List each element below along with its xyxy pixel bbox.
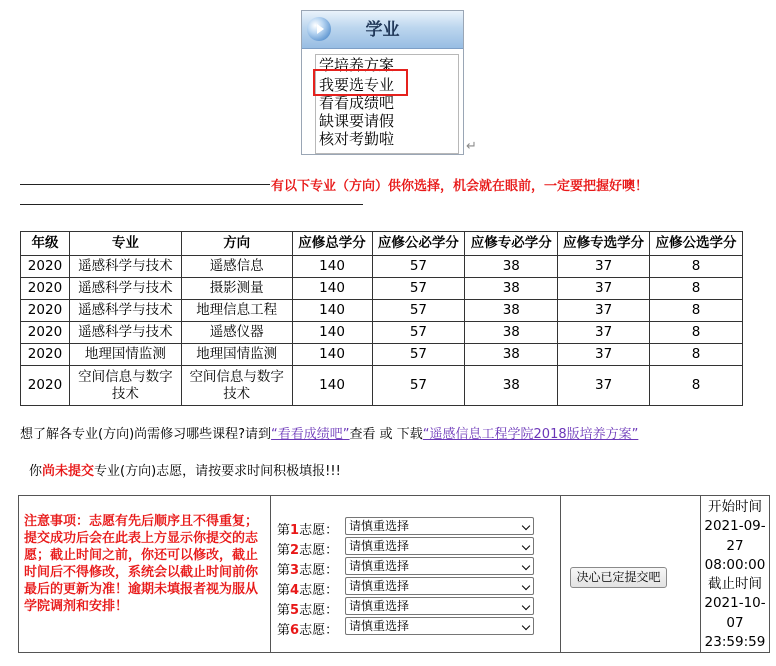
cell-major-required: 38 — [465, 366, 558, 406]
cell-major-required: 38 — [465, 278, 558, 300]
start-time-label: 开始时间 — [708, 499, 762, 515]
choice-label: 第6志愿： — [277, 623, 339, 638]
header-major-required: 应修专必学分 — [465, 232, 558, 256]
cell-major-elective: 37 — [558, 366, 650, 406]
cell-grade: 2020 — [21, 278, 70, 300]
cell-total: 140 — [292, 344, 372, 366]
header-public-elective: 应修公选学分 — [650, 232, 743, 256]
choice-label: 第3志愿： — [277, 563, 339, 578]
cell-major-required: 38 — [465, 322, 558, 344]
header-major: 专业 — [69, 232, 181, 256]
status-not-submitted: 尚未提交 — [42, 464, 95, 479]
info-middle: 查看 或 下载 — [349, 427, 423, 442]
announcement-rule — [20, 184, 270, 185]
cell-public-required: 57 — [372, 366, 465, 406]
choice-label: 第1志愿： — [277, 523, 339, 538]
cell-grade: 2020 — [21, 300, 70, 322]
cell-grade: 2020 — [21, 322, 70, 344]
header-public-required: 应修公必学分 — [372, 232, 465, 256]
cell-major-required: 38 — [465, 300, 558, 322]
cell-public-required: 57 — [372, 344, 465, 366]
start-date-part2: 27 — [726, 537, 744, 554]
header-total-credits: 应修总学分 — [292, 232, 372, 256]
cell-major: 遥感科学与技术 — [69, 322, 181, 344]
cell-public-required: 57 — [372, 300, 465, 322]
choice-row-3 — [277, 557, 557, 576]
cell-major-required: 38 — [465, 344, 558, 366]
cell-public-required: 57 — [372, 322, 465, 344]
cell-total: 140 — [292, 300, 372, 322]
cell-direction: 地理国情监测 — [181, 344, 292, 366]
choice-2-select[interactable]: 请慎重选择 — [345, 537, 534, 555]
choice-row-6 — [277, 617, 557, 636]
choice-1-select[interactable]: 请慎重选择 — [345, 517, 534, 535]
cell-total: 140 — [292, 256, 372, 278]
paragraph-mark-icon: ↵ — [466, 139, 477, 154]
cell-major-elective: 37 — [558, 300, 650, 322]
cell-major-elective: 37 — [558, 322, 650, 344]
table-row — [21, 300, 743, 322]
cell-public-elective: 8 — [650, 300, 743, 322]
choices-cell — [271, 496, 561, 652]
header-major-elective: 应修专选学分 — [558, 232, 650, 256]
announcement-rule-2 — [20, 204, 363, 205]
menu-item-choose-major[interactable]: 我要选专业 — [319, 76, 395, 94]
table-row — [21, 344, 743, 366]
submission-status — [29, 460, 341, 479]
choice-3-select[interactable]: 请慎重选择 — [345, 557, 534, 575]
highlight-box — [313, 69, 408, 96]
end-time-label: 截止时间 — [708, 576, 762, 593]
choice-label: 第2志愿： — [277, 543, 339, 558]
menu-item-request-leave[interactable]: 缺课要请假 — [319, 112, 395, 130]
submit-cell — [561, 496, 701, 652]
cell-grade: 2020 — [21, 256, 70, 278]
end-date-part2: 07 — [726, 614, 744, 631]
cell-major: 遥感科学与技术 — [69, 278, 181, 300]
cell-grade: 2020 — [21, 344, 70, 366]
choice-row-5 — [277, 597, 557, 616]
table-header-row — [21, 232, 743, 256]
choice-label: 第4志愿： — [277, 583, 339, 598]
end-date-part1: 2021-10- — [704, 595, 766, 612]
cell-public-elective: 8 — [650, 278, 743, 300]
info-line — [20, 423, 638, 442]
choice-row-1 — [277, 517, 557, 536]
cell-total: 140 — [292, 278, 372, 300]
cell-major-elective: 37 — [558, 256, 650, 278]
view-grades-link[interactable]: “看看成绩吧” — [271, 427, 350, 442]
cell-direction: 地理信息工程 — [181, 300, 292, 322]
cell-major-elective: 37 — [558, 278, 650, 300]
menu-item-check-attendance[interactable]: 核对考勤啦 — [319, 130, 395, 148]
cell-major: 地理国情监测 — [69, 344, 181, 366]
choice-label: 第5志愿： — [277, 603, 339, 618]
table-row — [21, 256, 743, 278]
cell-major: 遥感科学与技术 — [69, 256, 181, 278]
table-row — [21, 322, 743, 344]
notice-text: 注意事项：志愿有先后顺序且不得重复；提交成功后会在此表上方显示你提交的志愿；截止时间之前，你还可以修改，截止时间后不得修改，系统会以截止时间前你最后的更新为准！逾期未填报者视为服从学院调剂和安排！ — [19, 496, 271, 652]
table-row — [21, 366, 743, 406]
choice-row-2 — [277, 537, 557, 556]
cell-direction: 空间信息与数字技术 — [181, 366, 292, 406]
cell-total: 140 — [292, 366, 372, 406]
time-cell — [701, 496, 769, 652]
cell-direction: 遥感信息 — [181, 256, 292, 278]
training-plan-download-link[interactable]: “遥感信息工程学院2018版培养方案” — [422, 427, 639, 442]
choice-row-4 — [277, 577, 557, 596]
table-row — [21, 278, 743, 300]
status-prefix: 你 — [29, 464, 43, 479]
choice-6-select[interactable]: 请慎重选择 — [345, 617, 534, 635]
menu-item-training-plan[interactable]: 学培养方案 — [319, 56, 395, 74]
status-suffix: 专业(方向)志愿，请按要求时间积极填报!!! — [94, 464, 341, 479]
cell-total: 140 — [292, 322, 372, 344]
end-time-value: 23:59:59 — [704, 634, 766, 651]
header-direction: 方向 — [181, 232, 292, 256]
cell-public-required: 57 — [372, 256, 465, 278]
choice-4-select[interactable]: 请慎重选择 — [345, 577, 534, 595]
cell-public-elective: 8 — [650, 256, 743, 278]
start-date-part1: 2021-09- — [704, 518, 766, 535]
menu-title: 学业 — [365, 20, 400, 40]
majors-table — [20, 231, 743, 406]
cell-public-elective: 8 — [650, 322, 743, 344]
cell-major: 空间信息与数字技术 — [69, 366, 181, 406]
announcement-text: 有以下专业（方向）供你选择，机会就在眼前，一定要把握好噢！ — [271, 179, 649, 194]
cell-public-elective: 8 — [650, 366, 743, 406]
cell-direction: 摄影测量 — [181, 278, 292, 300]
cell-major-required: 38 — [465, 256, 558, 278]
cell-major-elective: 37 — [558, 344, 650, 366]
start-time-value: 08:00:00 — [704, 556, 766, 573]
header-grade: 年级 — [21, 232, 70, 256]
choice-5-select[interactable]: 请慎重选择 — [345, 597, 534, 615]
submit-button[interactable]: 决心已定提交吧 — [570, 567, 667, 588]
cell-grade: 2020 — [21, 366, 70, 406]
cell-direction: 遥感仪器 — [181, 322, 292, 344]
cell-public-elective: 8 — [650, 344, 743, 366]
choice-form — [18, 495, 770, 653]
menu-item-view-grades[interactable]: 看看成绩吧 — [319, 94, 395, 112]
cell-public-required: 57 — [372, 278, 465, 300]
info-prefix: 想了解各专业(方向)尚需修习哪些课程?请到 — [20, 427, 272, 442]
cell-major: 遥感科学与技术 — [69, 300, 181, 322]
menu-header — [302, 11, 463, 49]
